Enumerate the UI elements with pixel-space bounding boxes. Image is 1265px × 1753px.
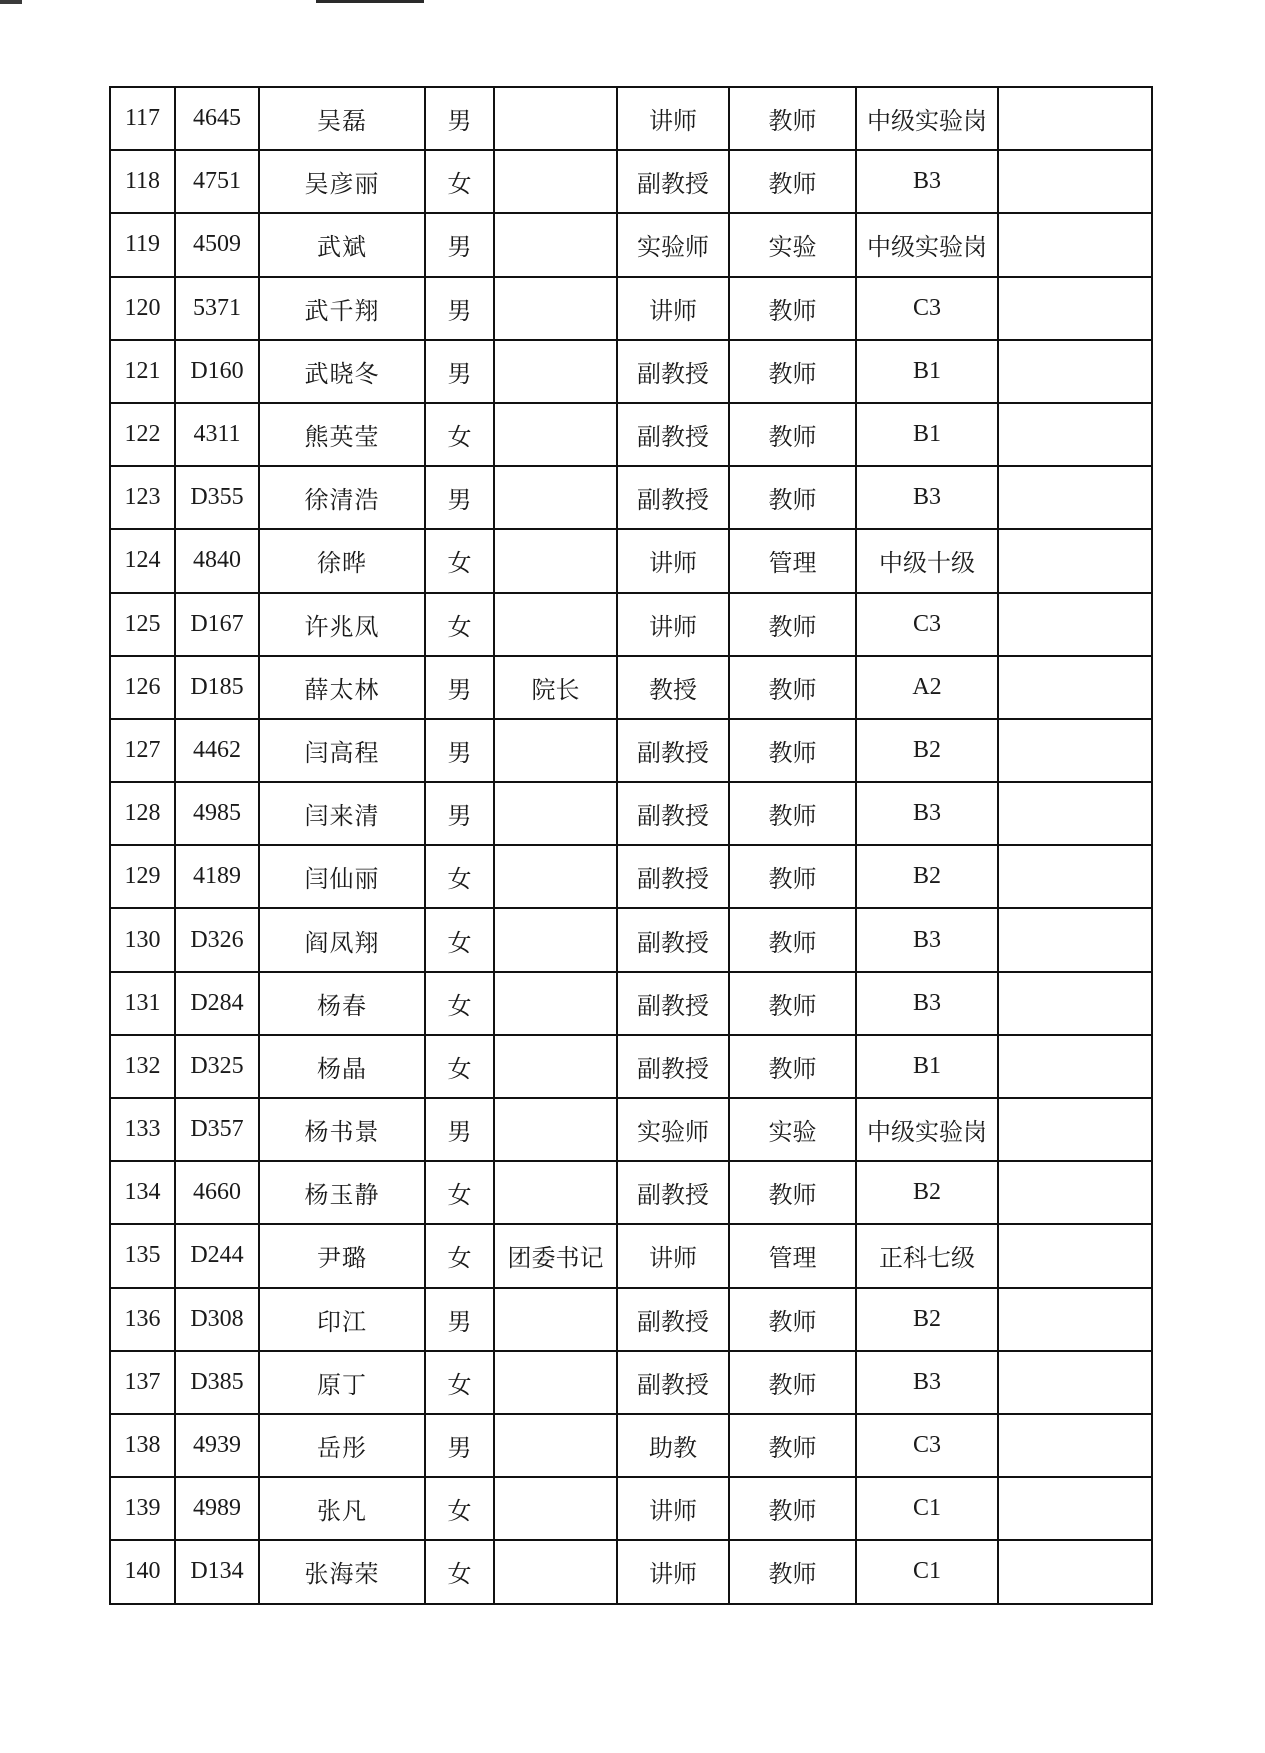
staff-name-cell: 阎凤翔 (259, 908, 425, 971)
gender-cell: 男 (425, 277, 494, 340)
table-row (110, 782, 1152, 845)
admin-position-cell (494, 403, 617, 466)
staff-id-cell: D134 (175, 1540, 259, 1603)
staff-category-cell: 教师 (729, 845, 856, 908)
staff-id-cell: 5371 (175, 277, 259, 340)
row-number-cell: 136 (110, 1288, 175, 1351)
post-level-cell: 正科七级 (856, 1224, 998, 1287)
row-number-cell: 128 (110, 782, 175, 845)
staff-name-cell: 杨玉静 (259, 1161, 425, 1224)
remark-cell (998, 1477, 1152, 1540)
table-row (110, 403, 1152, 466)
staff-category-cell: 教师 (729, 656, 856, 719)
table-row (110, 656, 1152, 719)
staff-name-cell: 吴磊 (259, 87, 425, 150)
staff-category-cell: 教师 (729, 1288, 856, 1351)
staff-id-cell: D326 (175, 908, 259, 971)
staff-id-cell: 4840 (175, 529, 259, 592)
staff-name-cell: 杨晶 (259, 1035, 425, 1098)
remark-cell (998, 529, 1152, 592)
staff-category-cell: 教师 (729, 1161, 856, 1224)
row-number-cell: 125 (110, 593, 175, 656)
staff-category-cell: 教师 (729, 150, 856, 213)
table-row (110, 466, 1152, 529)
remark-cell (998, 845, 1152, 908)
table-row (110, 1414, 1152, 1477)
gender-cell: 男 (425, 1098, 494, 1161)
professional-title-cell: 副教授 (617, 782, 729, 845)
professional-title-cell: 副教授 (617, 403, 729, 466)
table-row (110, 213, 1152, 276)
admin-position-cell: 院长 (494, 656, 617, 719)
staff-id-cell: D308 (175, 1288, 259, 1351)
admin-position-cell (494, 972, 617, 1035)
staff-category-cell: 教师 (729, 1035, 856, 1098)
staff-id-cell: 4751 (175, 150, 259, 213)
admin-position-cell (494, 150, 617, 213)
staff-id-cell: 4311 (175, 403, 259, 466)
staff-id-cell: 4939 (175, 1414, 259, 1477)
staff-name-cell: 徐晔 (259, 529, 425, 592)
admin-position-cell (494, 1288, 617, 1351)
staff-roster-table (109, 86, 1153, 1605)
professional-title-cell: 副教授 (617, 845, 729, 908)
post-level-cell: C3 (856, 1414, 998, 1477)
staff-name-cell: 武晓冬 (259, 340, 425, 403)
admin-position-cell (494, 277, 617, 340)
post-level-cell: 中级实验岗 (856, 213, 998, 276)
row-number-cell: 122 (110, 403, 175, 466)
table-row (110, 1161, 1152, 1224)
row-number-cell: 127 (110, 719, 175, 782)
post-level-cell: B2 (856, 719, 998, 782)
gender-cell: 男 (425, 87, 494, 150)
professional-title-cell: 副教授 (617, 719, 729, 782)
table-row (110, 719, 1152, 782)
professional-title-cell: 副教授 (617, 1161, 729, 1224)
staff-name-cell: 闫高程 (259, 719, 425, 782)
staff-id-cell: D355 (175, 466, 259, 529)
professional-title-cell: 实验师 (617, 1098, 729, 1161)
staff-name-cell: 印江 (259, 1288, 425, 1351)
post-level-cell: A2 (856, 656, 998, 719)
staff-category-cell: 教师 (729, 1351, 856, 1414)
gender-cell: 女 (425, 403, 494, 466)
admin-position-cell (494, 466, 617, 529)
remark-cell (998, 1351, 1152, 1414)
professional-title-cell: 讲师 (617, 277, 729, 340)
staff-id-cell: 4645 (175, 87, 259, 150)
table-row (110, 277, 1152, 340)
staff-id-cell: D325 (175, 1035, 259, 1098)
staff-id-cell: 4462 (175, 719, 259, 782)
gender-cell: 男 (425, 719, 494, 782)
table-row (110, 340, 1152, 403)
row-number-cell: 134 (110, 1161, 175, 1224)
table-row (110, 593, 1152, 656)
admin-position-cell (494, 1540, 617, 1603)
post-level-cell: 中级实验岗 (856, 87, 998, 150)
staff-name-cell: 熊英莹 (259, 403, 425, 466)
professional-title-cell: 讲师 (617, 1477, 729, 1540)
staff-name-cell: 张海荣 (259, 1540, 425, 1603)
professional-title-cell: 助教 (617, 1414, 729, 1477)
staff-category-cell: 教师 (729, 403, 856, 466)
remark-cell (998, 1161, 1152, 1224)
gender-cell: 女 (425, 1224, 494, 1287)
staff-category-cell: 管理 (729, 1224, 856, 1287)
post-level-cell: B3 (856, 1351, 998, 1414)
gender-cell: 女 (425, 1035, 494, 1098)
staff-id-cell: D244 (175, 1224, 259, 1287)
table-row (110, 529, 1152, 592)
row-number-cell: 117 (110, 87, 175, 150)
gender-cell: 女 (425, 845, 494, 908)
professional-title-cell: 讲师 (617, 1224, 729, 1287)
gender-cell: 女 (425, 529, 494, 592)
staff-id-cell: D185 (175, 656, 259, 719)
gender-cell: 男 (425, 1414, 494, 1477)
staff-category-cell: 管理 (729, 529, 856, 592)
remark-cell (998, 150, 1152, 213)
row-number-cell: 133 (110, 1098, 175, 1161)
row-number-cell: 139 (110, 1477, 175, 1540)
row-number-cell: 138 (110, 1414, 175, 1477)
admin-position-cell (494, 908, 617, 971)
table-row (110, 1288, 1152, 1351)
staff-name-cell: 武千翔 (259, 277, 425, 340)
admin-position-cell (494, 1414, 617, 1477)
remark-cell (998, 1035, 1152, 1098)
post-level-cell: B3 (856, 466, 998, 529)
professional-title-cell: 副教授 (617, 466, 729, 529)
staff-category-cell: 教师 (729, 277, 856, 340)
staff-name-cell: 尹璐 (259, 1224, 425, 1287)
staff-id-cell: 4989 (175, 1477, 259, 1540)
staff-category-cell: 教师 (729, 1414, 856, 1477)
staff-id-cell: D385 (175, 1351, 259, 1414)
post-level-cell: B3 (856, 972, 998, 1035)
gender-cell: 男 (425, 1288, 494, 1351)
admin-position-cell: 团委书记 (494, 1224, 617, 1287)
staff-name-cell: 杨书景 (259, 1098, 425, 1161)
staff-category-cell: 教师 (729, 908, 856, 971)
gender-cell: 男 (425, 656, 494, 719)
remark-cell (998, 719, 1152, 782)
staff-category-cell: 实验 (729, 213, 856, 276)
table-row (110, 972, 1152, 1035)
admin-position-cell (494, 529, 617, 592)
admin-position-cell (494, 213, 617, 276)
gender-cell: 男 (425, 340, 494, 403)
professional-title-cell: 副教授 (617, 1035, 729, 1098)
table-row (110, 87, 1152, 150)
admin-position-cell (494, 1098, 617, 1161)
professional-title-cell: 教授 (617, 656, 729, 719)
professional-title-cell: 副教授 (617, 340, 729, 403)
table-row (110, 1477, 1152, 1540)
post-level-cell: B3 (856, 908, 998, 971)
table-row (110, 150, 1152, 213)
remark-cell (998, 213, 1152, 276)
professional-title-cell: 副教授 (617, 972, 729, 1035)
remark-cell (998, 340, 1152, 403)
staff-name-cell: 杨春 (259, 972, 425, 1035)
row-number-cell: 120 (110, 277, 175, 340)
post-level-cell: C1 (856, 1477, 998, 1540)
post-level-cell: B1 (856, 1035, 998, 1098)
staff-category-cell: 实验 (729, 1098, 856, 1161)
admin-position-cell (494, 87, 617, 150)
table-row (110, 1540, 1152, 1603)
staff-name-cell: 吴彦丽 (259, 150, 425, 213)
row-number-cell: 123 (110, 466, 175, 529)
remark-cell (998, 972, 1152, 1035)
staff-name-cell: 原丁 (259, 1351, 425, 1414)
admin-position-cell (494, 340, 617, 403)
remark-cell (998, 403, 1152, 466)
row-number-cell: 140 (110, 1540, 175, 1603)
gender-cell: 男 (425, 782, 494, 845)
remark-cell (998, 656, 1152, 719)
staff-id-cell: 4985 (175, 782, 259, 845)
remark-cell (998, 1098, 1152, 1161)
staff-category-cell: 教师 (729, 87, 856, 150)
table-row (110, 1224, 1152, 1287)
table-row (110, 845, 1152, 908)
row-number-cell: 118 (110, 150, 175, 213)
row-number-cell: 131 (110, 972, 175, 1035)
post-level-cell: 中级十级 (856, 529, 998, 592)
staff-id-cell: D160 (175, 340, 259, 403)
remark-cell (998, 593, 1152, 656)
staff-name-cell: 许兆凤 (259, 593, 425, 656)
remark-cell (998, 908, 1152, 971)
row-number-cell: 135 (110, 1224, 175, 1287)
admin-position-cell (494, 782, 617, 845)
professional-title-cell: 讲师 (617, 529, 729, 592)
table-row (110, 1035, 1152, 1098)
post-level-cell: B3 (856, 782, 998, 845)
staff-category-cell: 教师 (729, 593, 856, 656)
professional-title-cell: 讲师 (617, 593, 729, 656)
staff-id-cell: 4660 (175, 1161, 259, 1224)
gender-cell: 女 (425, 1351, 494, 1414)
staff-category-cell: 教师 (729, 719, 856, 782)
remark-cell (998, 466, 1152, 529)
table-row (110, 1351, 1152, 1414)
admin-position-cell (494, 593, 617, 656)
post-level-cell: B1 (856, 340, 998, 403)
staff-category-cell: 教师 (729, 466, 856, 529)
staff-category-cell: 教师 (729, 1477, 856, 1540)
remark-cell (998, 87, 1152, 150)
staff-category-cell: 教师 (729, 340, 856, 403)
professional-title-cell: 副教授 (617, 150, 729, 213)
roster-body (110, 87, 1152, 1604)
post-level-cell: 中级实验岗 (856, 1098, 998, 1161)
gender-cell: 女 (425, 593, 494, 656)
staff-category-cell: 教师 (729, 782, 856, 845)
professional-title-cell: 副教授 (617, 1351, 729, 1414)
post-level-cell: C1 (856, 1540, 998, 1603)
staff-id-cell: 4509 (175, 213, 259, 276)
row-number-cell: 132 (110, 1035, 175, 1098)
staff-name-cell: 闫来清 (259, 782, 425, 845)
scan-corner-mark (0, 0, 22, 4)
admin-position-cell (494, 719, 617, 782)
staff-name-cell: 闫仙丽 (259, 845, 425, 908)
post-level-cell: C3 (856, 593, 998, 656)
post-level-cell: B2 (856, 1161, 998, 1224)
scan-top-mark (316, 0, 424, 3)
staff-category-cell: 教师 (729, 972, 856, 1035)
staff-name-cell: 武斌 (259, 213, 425, 276)
professional-title-cell: 讲师 (617, 87, 729, 150)
post-level-cell: C3 (856, 277, 998, 340)
remark-cell (998, 1288, 1152, 1351)
post-level-cell: B2 (856, 1288, 998, 1351)
staff-id-cell: 4189 (175, 845, 259, 908)
admin-position-cell (494, 1477, 617, 1540)
post-level-cell: B1 (856, 403, 998, 466)
professional-title-cell: 讲师 (617, 1540, 729, 1603)
gender-cell: 男 (425, 466, 494, 529)
gender-cell: 女 (425, 1540, 494, 1603)
row-number-cell: 124 (110, 529, 175, 592)
admin-position-cell (494, 1035, 617, 1098)
admin-position-cell (494, 1351, 617, 1414)
admin-position-cell (494, 845, 617, 908)
table-row (110, 1098, 1152, 1161)
gender-cell: 女 (425, 908, 494, 971)
remark-cell (998, 277, 1152, 340)
professional-title-cell: 实验师 (617, 213, 729, 276)
post-level-cell: B3 (856, 150, 998, 213)
row-number-cell: 129 (110, 845, 175, 908)
table-row (110, 908, 1152, 971)
row-number-cell: 121 (110, 340, 175, 403)
gender-cell: 女 (425, 1477, 494, 1540)
staff-id-cell: D357 (175, 1098, 259, 1161)
staff-name-cell: 徐清浩 (259, 466, 425, 529)
gender-cell: 女 (425, 1161, 494, 1224)
professional-title-cell: 副教授 (617, 1288, 729, 1351)
gender-cell: 女 (425, 972, 494, 1035)
remark-cell (998, 1540, 1152, 1603)
row-number-cell: 126 (110, 656, 175, 719)
admin-position-cell (494, 1161, 617, 1224)
staff-id-cell: D284 (175, 972, 259, 1035)
staff-name-cell: 岳彤 (259, 1414, 425, 1477)
gender-cell: 女 (425, 150, 494, 213)
remark-cell (998, 782, 1152, 845)
staff-category-cell: 教师 (729, 1540, 856, 1603)
row-number-cell: 119 (110, 213, 175, 276)
staff-name-cell: 薛太林 (259, 656, 425, 719)
row-number-cell: 137 (110, 1351, 175, 1414)
staff-id-cell: D167 (175, 593, 259, 656)
row-number-cell: 130 (110, 908, 175, 971)
gender-cell: 男 (425, 213, 494, 276)
staff-name-cell: 张凡 (259, 1477, 425, 1540)
remark-cell (998, 1224, 1152, 1287)
post-level-cell: B2 (856, 845, 998, 908)
remark-cell (998, 1414, 1152, 1477)
professional-title-cell: 副教授 (617, 908, 729, 971)
